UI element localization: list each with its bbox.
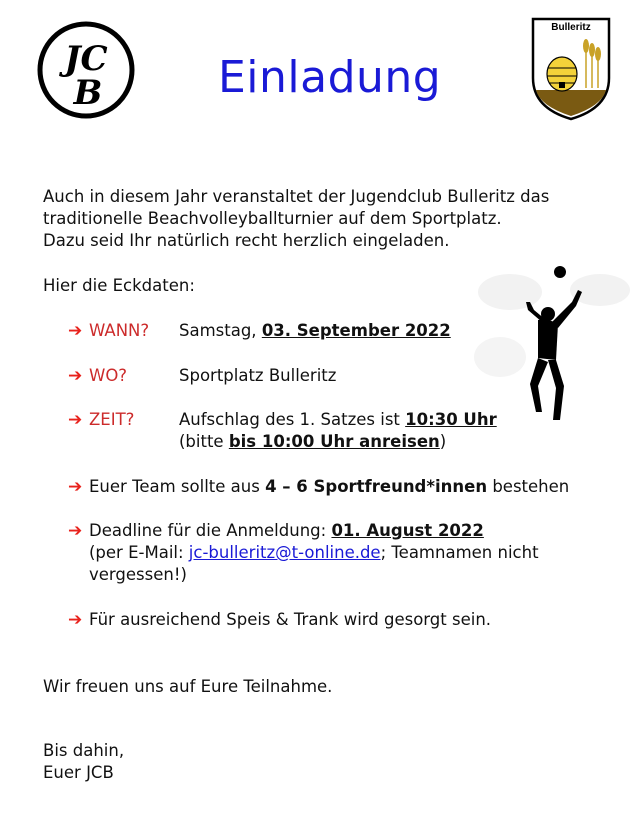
when-prefix: Samstag, — [179, 321, 262, 340]
deadline-prefix: Deadline für die Anmeldung: — [89, 521, 332, 540]
bulleritz-crest — [530, 16, 612, 122]
arrow-right-icon: ➔ — [68, 610, 83, 630]
when-value — [179, 320, 451, 342]
deadline-note-prefix: (per E-Mail: — [89, 543, 189, 562]
time-label-row — [68, 409, 134, 431]
intro-line: Dazu seid Ihr natürlich recht herzlich eingeladen. — [43, 231, 450, 250]
crest-name: Bulleritz — [551, 22, 591, 33]
page-title: Einladung — [218, 52, 442, 103]
signoff — [43, 740, 124, 784]
email-link[interactable]: jc-bulleritz@t-online.de — [188, 543, 381, 562]
team-size: 4 – 6 Sportfreund*innen — [265, 477, 488, 496]
signoff-line: Bis dahin, — [43, 741, 125, 760]
time-arrival: bis 10:00 Uhr anreisen — [228, 432, 440, 451]
deadline-info — [68, 520, 539, 586]
where-label-row — [68, 365, 127, 387]
intro-line: Auch in diesem Jahr veranstaltet der Jugendclub Bulleritz das — [43, 187, 550, 206]
team-prefix: Euer Team sollte aus — [89, 477, 266, 496]
when-label: WANN? — [89, 321, 150, 340]
arrow-right-icon: ➔ — [68, 477, 83, 497]
deadline-date: 01. August 2022 — [331, 521, 484, 540]
arrow-right-icon: ➔ — [68, 321, 83, 341]
food-text: Für ausreichend Speis & Trank wird gesorgt sein. — [89, 610, 492, 629]
time-prefix: Aufschlag des 1. Satzes ist — [179, 410, 406, 429]
time-label: ZEIT? — [89, 410, 135, 429]
volleyball-player — [520, 262, 600, 430]
ball-icon — [554, 266, 566, 278]
signoff-line: Euer JCB — [43, 763, 114, 782]
time-note-close: ) — [439, 432, 447, 451]
time-start: 10:30 Uhr — [405, 410, 497, 429]
eckdaten-heading: Hier die Eckdaten: — [43, 276, 195, 295]
when-date: 03. September 2022 — [261, 321, 451, 340]
arrow-right-icon: ➔ — [68, 410, 83, 430]
closing-text: Wir freuen uns auf Eure Teilnahme. — [43, 677, 333, 696]
arrow-right-icon: ➔ — [68, 366, 83, 386]
where-value: Sportplatz Bulleritz — [179, 366, 337, 385]
deadline-note-line2: vergessen!) — [89, 565, 187, 584]
intro-line: traditionelle Beachvolleyballturnier auf dem Sportplatz. — [43, 209, 502, 228]
team-suffix: bestehen — [487, 477, 570, 496]
team-info — [68, 476, 569, 498]
deadline-note-suffix: ; Teamnamen nicht — [380, 543, 539, 562]
when-label-row — [68, 320, 149, 342]
logo-text-bottom: B — [73, 73, 103, 113]
time-value — [179, 409, 497, 453]
jcb-logo — [36, 20, 136, 120]
where-label: WO? — [89, 366, 128, 385]
logo-text-top: JC — [64, 39, 108, 79]
food-info — [68, 609, 491, 631]
intro-paragraph — [43, 186, 549, 252]
arrow-right-icon: ➔ — [68, 521, 83, 541]
time-note-open: (bitte — [179, 432, 229, 451]
